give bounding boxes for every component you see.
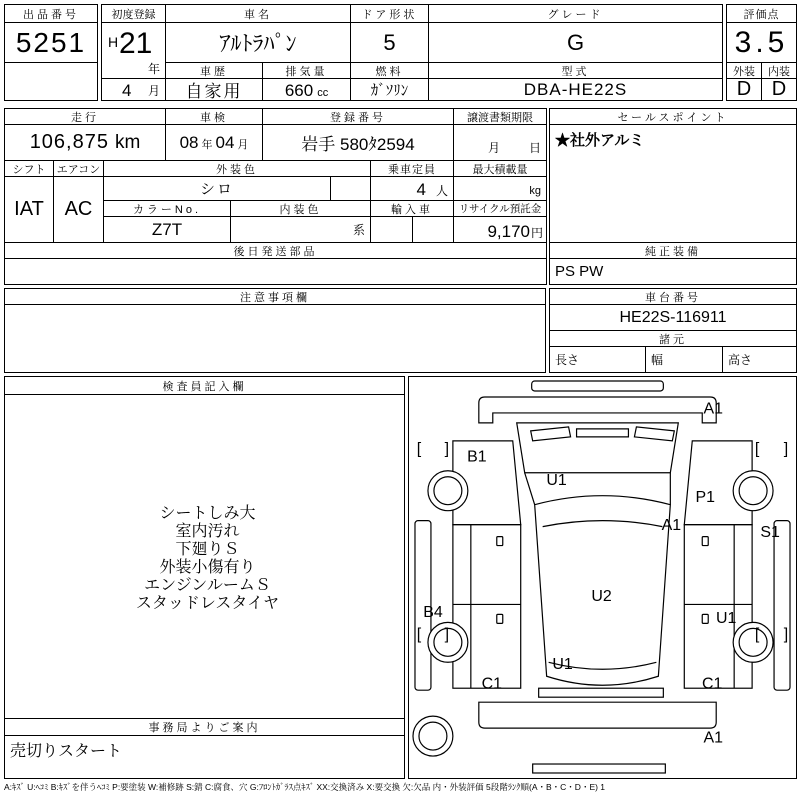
inspector-line: シートしみ大 xyxy=(159,504,256,522)
length-label: 長さ xyxy=(549,346,646,373)
damage-diagram xyxy=(408,376,797,779)
capacity-number: 4 xyxy=(416,180,426,199)
plate-label: 登録番号 xyxy=(262,108,454,125)
rear-strip xyxy=(539,688,664,697)
first-reg-month-unit: 月 xyxy=(148,84,161,98)
front-bumper xyxy=(479,397,716,423)
score-value: 3.5 xyxy=(726,22,797,63)
equipment-value: PS PW xyxy=(549,258,797,285)
score-label: 評価点 xyxy=(726,4,797,23)
bracket-right: ] xyxy=(783,440,789,458)
bracket-left: [ xyxy=(416,625,422,643)
mileage-number: 106,875 xyxy=(29,131,109,153)
damage-mark: U1 xyxy=(552,655,573,673)
recycle-unit: 円 xyxy=(530,226,543,240)
bracket-right: ] xyxy=(783,625,789,643)
recycle-value xyxy=(453,216,547,243)
displacement-label: 排気量 xyxy=(262,62,351,79)
office-label: 事務局よりご案内 xyxy=(4,718,405,736)
shift-value: IAT xyxy=(4,176,54,243)
max-load-value: kg xyxy=(453,176,547,201)
inspector-line: エンジンルームＳ xyxy=(144,576,271,594)
doors-value: 5 xyxy=(350,22,429,63)
displacement-number: 660 xyxy=(284,81,314,100)
spec-label: 諸元 xyxy=(549,330,797,347)
front-strip xyxy=(532,381,664,391)
capacity-label: 乗車定員 xyxy=(370,160,454,177)
inspection-year-unit: 年 xyxy=(201,139,213,151)
right-side-body xyxy=(684,525,752,689)
chassis-label: 車台番号 xyxy=(549,288,797,305)
car-diagram-svg xyxy=(409,377,796,778)
bracket-left: [ xyxy=(754,440,760,458)
chassis-value: HE22S-116911 xyxy=(549,304,797,331)
car-name-label: 車名 xyxy=(165,4,351,23)
lot-no-value: 5251 xyxy=(4,22,98,63)
ext-color-label: 外装色 xyxy=(103,160,371,177)
grade-value: G xyxy=(428,22,723,63)
import-cell-b xyxy=(412,216,454,243)
history-label: 車歴 xyxy=(165,62,263,79)
capacity-value xyxy=(370,176,454,201)
car-name-value: ｱﾙﾄﾗﾊﾟﾝ xyxy=(165,22,351,63)
ext-color-value: シロ xyxy=(103,176,331,201)
damage-mark: P1 xyxy=(695,489,715,507)
model-code-value: DBA-HE22S xyxy=(428,78,723,101)
import-cell-a xyxy=(370,216,413,243)
fuel-label: 燃料 xyxy=(350,62,429,79)
inspector-line: 外装小傷有り xyxy=(159,558,256,576)
doc-deadline-value xyxy=(453,124,547,161)
inspection-year: 08 xyxy=(179,133,199,152)
mileage-label: 走行 xyxy=(4,108,166,125)
first-reg-month-value: 4 xyxy=(122,81,132,100)
doc-deadline-month-unit: 月 xyxy=(488,141,501,155)
first-reg-label: 初度登録 xyxy=(101,4,166,23)
windshield-center xyxy=(577,429,629,437)
max-load-label: 最大積載量 xyxy=(453,160,547,177)
mileage-unit: km xyxy=(114,132,141,153)
damage-mark: A1 xyxy=(661,517,682,535)
exterior-label: 外装 xyxy=(726,62,762,79)
lot-no-label: 出品番号 xyxy=(4,4,98,23)
int-color-value: 系 xyxy=(230,216,371,243)
rear-bumper xyxy=(479,702,716,728)
notes-body xyxy=(4,304,546,373)
bracket-left: [ xyxy=(416,440,422,458)
inspector-line: スタッドレスタイヤ xyxy=(135,594,280,612)
recycle-label: リサイクル預託金 xyxy=(453,200,547,217)
interior-label: 内装 xyxy=(761,62,797,79)
int-color-label: 内装色 xyxy=(230,200,371,217)
inspector-notes xyxy=(4,394,405,719)
inspector-line: 下廻りＳ xyxy=(175,540,240,558)
inspector-line: 室内汚れ xyxy=(175,522,240,540)
inspection-value xyxy=(165,124,263,161)
sales-points-value: ★社外アルミ xyxy=(549,124,797,243)
first-reg-year-value: 21 xyxy=(119,27,153,60)
fuel-value: ｶﾞｿﾘﾝ xyxy=(350,78,429,101)
damage-mark: C1 xyxy=(702,675,723,693)
legend-footer: A:ｷｽﾞ U:ﾍｺﾐ B:ｷｽﾞを伴うﾍｺﾐ P:要塗装 W:補修跡 S:錆 C:腐食、穴 G:ﾌﾛﾝﾄｶﾞﾗｽ点ｷｽﾞ XX:交換済み X:要交換 欠:欠品 内・外装評価 5段階ﾗﾝｸ順(A・B・C・D・E) 1 xyxy=(4,782,606,792)
mileage-value xyxy=(4,124,166,161)
grade-label: グレード xyxy=(428,4,723,23)
import-label: 輸入車 xyxy=(370,200,454,217)
office-value: 売切りスタート xyxy=(4,735,405,779)
inspector-label: 検査員記入欄 xyxy=(4,376,405,395)
damage-mark: U1 xyxy=(546,472,567,490)
interior-score: D xyxy=(761,78,797,101)
recycle-number: 9,170 xyxy=(487,222,530,241)
color-no-label: カラーNo. xyxy=(103,200,231,217)
damage-mark: S1 xyxy=(760,524,780,542)
equipment-label: 純正装備 xyxy=(549,242,797,259)
aircon-value: AC xyxy=(53,176,104,243)
doors-label: ドア形状 xyxy=(350,4,429,23)
lot-no-blank xyxy=(4,62,98,101)
first-reg-month xyxy=(101,78,166,101)
inspection-month-unit: 月 xyxy=(237,139,249,151)
height-label: 高さ xyxy=(722,346,797,373)
damage-mark: A1 xyxy=(703,400,723,418)
model-code-label: 型式 xyxy=(428,62,723,79)
windshield-left xyxy=(531,427,571,441)
first-reg-era: H xyxy=(108,34,119,50)
later-parts-label: 後日発送部品 xyxy=(4,242,547,259)
damage-mark: U1 xyxy=(715,609,737,627)
displacement-value xyxy=(262,78,351,101)
shift-label: シフト xyxy=(4,160,54,177)
width-label: 幅 xyxy=(645,346,723,373)
exterior-score: D xyxy=(726,78,762,101)
damage-mark: C1 xyxy=(481,675,502,693)
inspection-month: 04 xyxy=(215,133,235,152)
sales-points-label: セールスポイント xyxy=(549,108,797,125)
windshield-right xyxy=(634,427,674,441)
left-side-body xyxy=(453,525,521,689)
doc-deadline-label: 譲渡書類期限 xyxy=(453,108,547,125)
bracket-left: [ xyxy=(754,625,760,643)
capacity-unit: 人 xyxy=(435,184,448,198)
notes-label: 注意事項欄 xyxy=(4,288,546,305)
right-rocker xyxy=(774,521,790,691)
damage-mark: U2 xyxy=(591,587,612,605)
damage-mark: B4 xyxy=(423,603,443,621)
doc-deadline-day-unit: 日 xyxy=(529,141,542,155)
ext-color-blank xyxy=(330,176,371,201)
plate-value: 岩手 580ﾀ2594 xyxy=(262,124,454,161)
damage-mark: B1 xyxy=(467,448,487,466)
aircon-label: エアコン xyxy=(53,160,104,177)
bottom-strip xyxy=(533,764,666,773)
color-no-value: Z7T xyxy=(103,216,231,243)
displacement-unit: cc xyxy=(317,87,329,99)
first-reg-year xyxy=(101,22,166,79)
damage-mark: A1 xyxy=(703,729,723,747)
first-reg-year-unit: 年 xyxy=(148,62,161,76)
bracket-right: ] xyxy=(444,440,450,458)
inspection-label: 車検 xyxy=(165,108,263,125)
bracket-right: ] xyxy=(444,625,450,643)
history-value: 自家用 xyxy=(165,78,263,101)
later-parts-body xyxy=(4,258,547,285)
